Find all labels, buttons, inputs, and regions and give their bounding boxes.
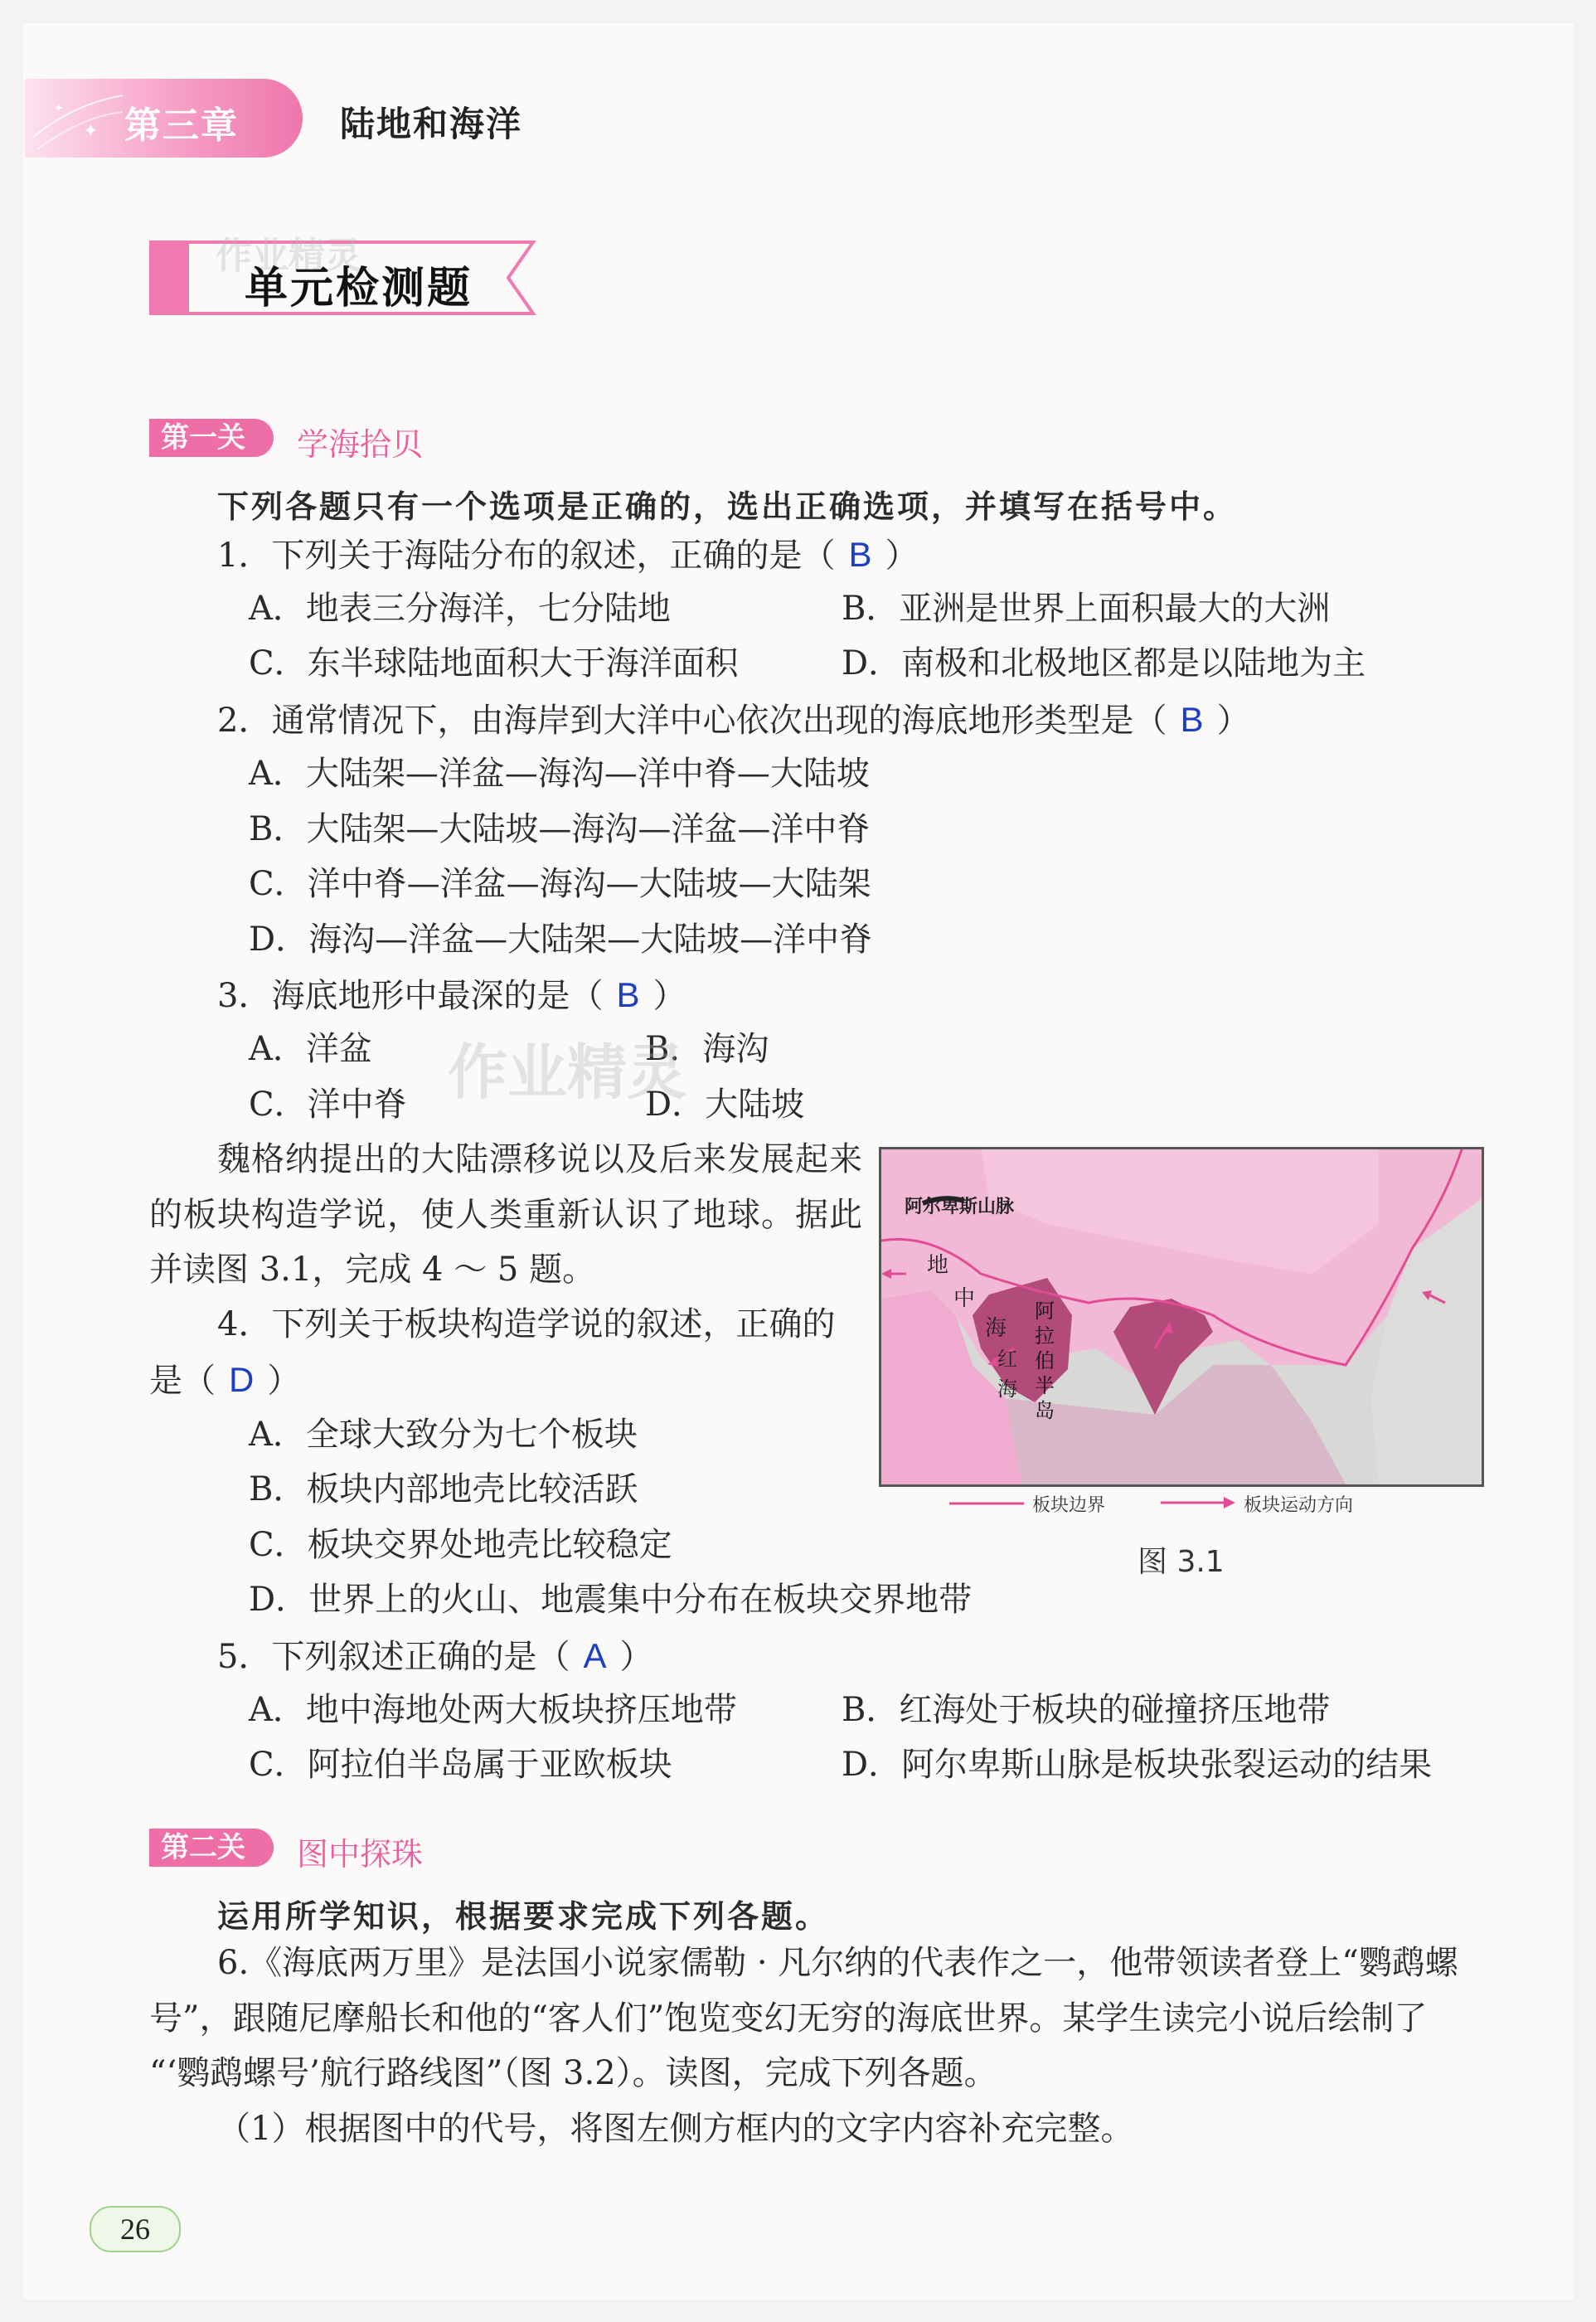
direction-legend-icon — [1161, 1494, 1235, 1511]
q4-option-c: C．板块交界处地壳比较稳定 — [249, 1526, 672, 1564]
q1-option-c: C．东半球陆地面积大于海洋面积 — [249, 644, 739, 683]
passage-line-3: 并读图 3.1，完成 4 ～ 5 题。 — [149, 1251, 596, 1289]
q3-option-a: A．洋盆 — [249, 1030, 372, 1068]
q4-option-a: A．全球大致分为七个板块 — [249, 1416, 638, 1454]
q1-answer: B — [848, 535, 872, 574]
q1-option-b: B．亚洲是世界上面积最大的大洲 — [842, 590, 1331, 628]
svg-text:✦: ✦ — [83, 121, 99, 142]
star-decoration-icon — [25, 79, 124, 158]
q4-stem-line-2: 是（ D ） — [149, 1360, 301, 1400]
alps-label: 阿尔卑斯山脉 — [905, 1197, 1015, 1217]
section2-title: 图中探珠 — [297, 1836, 424, 1873]
passage-line-2: 的板块构造学说，使人类重新认识了地球。据此 — [149, 1196, 863, 1234]
q6-line-2: 号”，跟随尼摩船长和他的“客人们”饱览变幻无穷的海底世界。某学生读完小说后绘制了 — [149, 1999, 1428, 2038]
legend-boundary: 板块边界 — [1032, 1495, 1106, 1516]
chapter-title: 陆地和海洋 — [340, 104, 523, 144]
q4-stem-line-1: 4．下列关于板块构造学说的叙述，正确的 — [217, 1305, 836, 1343]
section2-instruction: 运用所学知识，根据要求完成下列各题。 — [217, 1897, 830, 1935]
q6-subquestion-1: （1）根据图中的代号，将图左侧方框内的文字内容补充完整。 — [217, 2110, 1134, 2148]
q5-option-c: C．阿拉伯半岛属于亚欧板块 — [249, 1746, 672, 1784]
q6-line-3: “‘鹦鹉螺号’航行路线图”（图 3.2）。读图，完成下列各题。 — [149, 2054, 997, 2092]
arabia-label: 阿 拉 伯 半 岛 — [1035, 1299, 1055, 1422]
q3-answer: B — [616, 975, 640, 1014]
q1-option-d: D．南极和北极地区都是以陆地为主 — [842, 644, 1366, 683]
q3-stem: 3．海底地形中最深的是（ B ） — [217, 975, 686, 1015]
q3-option-c: C．洋中脊 — [249, 1086, 407, 1124]
section1-title: 学海拾贝 — [297, 426, 424, 463]
q5-stem: 5．下列叙述正确的是（ A ） — [217, 1636, 653, 1676]
svg-text:✦: ✦ — [54, 102, 64, 115]
q2-answer: B — [1180, 700, 1204, 739]
unit-title: 单元检测题 — [245, 264, 473, 313]
plate-map-figure — [879, 1147, 1484, 1487]
q2-stem: 2．通常情况下，由海岸到大洋中心依次出现的海底地形类型是（ B ） — [217, 700, 1250, 740]
q4-answer: D — [229, 1360, 255, 1399]
q4-option-b: B．板块内部地壳比较活跃 — [249, 1470, 638, 1508]
q5-option-d: D．阿尔卑斯山脉是板块张裂运动的结果 — [842, 1746, 1433, 1784]
red-sea-label: 红 海 — [997, 1348, 1017, 1401]
watermark-middle: 作业精灵 — [448, 1037, 687, 1107]
legend-direction: 板块运动方向 — [1244, 1495, 1354, 1516]
q2-option-c: C．洋中脊—洋盆—海沟—大陆坡—大陆架 — [249, 865, 871, 903]
passage-line-1: 魏格纳提出的大陆漂移说以及后来发展起来 — [217, 1140, 863, 1178]
q1-option-a: A．地表三分海洋，七分陆地 — [249, 590, 671, 628]
section1-instruction: 下列各题只有一个选项是正确的，选出正确选项，并填写在括号中。 — [217, 488, 1238, 525]
q3-option-b: B．海沟 — [645, 1030, 769, 1068]
q2-option-a: A．大陆架—洋盆—海沟—洋中脊—大陆坡 — [249, 755, 870, 793]
q2-option-b: B．大陆架—大陆坡—海沟—洋盆—洋中脊 — [249, 810, 871, 848]
q5-option-b: B．红海处于板块的碰撞挤压地带 — [842, 1691, 1331, 1729]
chapter-label: 第三章 — [124, 104, 239, 147]
med-sea-label: 地 中 海 — [927, 1253, 1007, 1341]
section1-tag: 第一关 — [149, 419, 274, 457]
q5-answer: A — [583, 1636, 607, 1675]
section2-tag: 第二关 — [149, 1829, 274, 1867]
q3-option-d: D．大陆坡 — [645, 1086, 805, 1124]
figure-caption: 图 3.1 — [1138, 1545, 1225, 1579]
q5-option-a: A．地中海地处两大板块挤压地带 — [249, 1691, 737, 1729]
watermark-top: 作业精灵 — [216, 235, 361, 277]
page-number: 26 — [90, 2206, 181, 2252]
q4-option-d: D．世界上的火山、地震集中分布在板块交界地带 — [249, 1581, 973, 1619]
boundary-legend-icon — [949, 1497, 1024, 1510]
q2-option-d: D．海沟—洋盆—大陆架—大陆坡—洋中脊 — [249, 921, 873, 959]
q6-line-1: 6.《海底两万里》是法国小说家儒勒 · 凡尔纳的代表作之一，他带领读者登上“鹦鹉螺 — [217, 1944, 1458, 1982]
q1-stem: 1．下列关于海陆分布的叙述，正确的是（ B ） — [217, 535, 919, 575]
unit-title-bar — [149, 240, 189, 315]
